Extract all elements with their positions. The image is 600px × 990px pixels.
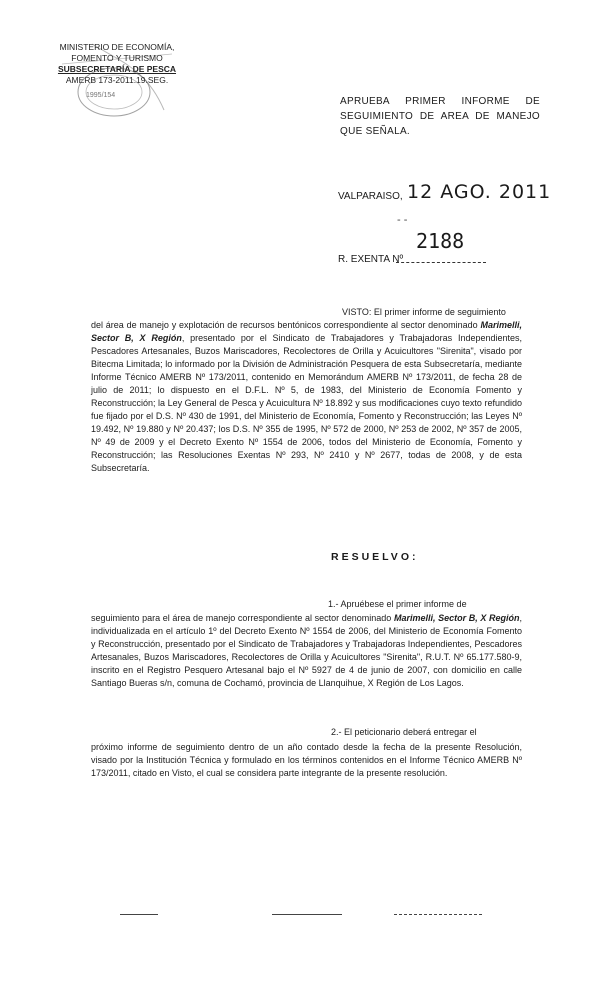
visto-paragraph bbox=[91, 319, 522, 475]
visto-text-a: del área de manejo y explotación de recursos bentónicos correspondiente al sector denominado bbox=[91, 320, 481, 330]
point1-sector: Marimelli, Sector B, X Región bbox=[393, 613, 520, 623]
signature-line-right bbox=[394, 914, 482, 915]
resolution-number: 2188 bbox=[416, 229, 465, 253]
letterhead-ministry-2: FOMENTO Y TURISMO bbox=[71, 53, 163, 63]
visto-first-line: VISTO: El primer informe de seguimiento bbox=[342, 307, 506, 317]
letterhead-subsecretaria: SUBSECRETARÍA DE PESCA bbox=[57, 64, 177, 74]
resolution-label: R. EXENTA Nº bbox=[338, 254, 404, 265]
visto-text-b: , presentado por el Sindicato de Trabajadores y Trabajadoras Independientes, Pescadores Artesanales, Buzos Mariscadores, Recolectores de Orilla y Acuicultores "Sirenita", visado por Bitecma Limitada; lo informado por la División de Administración Pesquera de esta Subsecretaría, mediante Informe Técnico AMERB Nº 173/2011, contenido en Memorándum AMERB Nº 173/2011, de fecha 28 de julio de 2011; lo dispuesto en el D.F.L. Nº 5, de 1983, del Ministerio de Economía Fomento y Reconstrucción; la Ley General de Pesca y Acuicultura Nº 18.892 y sus modificaciones cuyo texto refundido fue fijado por el D.S. Nº 430 de 1991, del Ministerio de Economía, Fomento y Reconstrucción; las Leyes Nº 19.492, Nº 19.880 y Nº 20.437; los D.S. Nº 355 de 1995, Nº 572 de 2000, Nº 253 de 2002, Nº 357 de 2005, Nº 49 de 2009 y el Decreto Exento Nº 1554 de 2006, todos del Ministerio de Economía, Fomento y Reconstrucción; las Resoluciones Exentas Nº 293, Nº 2410 y Nº 2677, todas de 2008, y de esta Subsecretaría. bbox=[91, 333, 522, 473]
point2-first-line: 2.- El peticionario deberá entregar el bbox=[331, 727, 477, 737]
signature-line-center bbox=[272, 914, 342, 915]
point1-text-b: , individualizada en el artículo 1º del Decreto Exento Nº 1554 de 2006, del Ministerio de Economía Fomento y Reconstrucción, presentado por el Sindicato de Trabajadores y Trabajadoras Independientes, Pescadores Artesanales, Buzos Mariscadores, Recolectores de Orilla y Acuicultores "Sirenita", R.U.T. Nº 65.177.580-9, inscrito en el Registro Pesquero Artesanal bajo el Nº 5927 de 4 de junio de 2007, con domicilio en calle Santiago Bueras s/n, comuna de Cochamó, provincia de Llanquihue, X Región de Los Lagos. bbox=[91, 613, 522, 688]
document-title: APRUEBA PRIMER INFORME DE SEGUIMIENTO DE AREA DE MANEJO QUE SEÑALA. bbox=[340, 96, 540, 137]
resuelvo-heading: RESUELVO: bbox=[331, 551, 419, 563]
visto-sector: Marimelli, Sector B, X Región bbox=[91, 320, 522, 343]
letterhead-ministry: MINISTERIO DE ECONOMÍA, bbox=[59, 42, 175, 52]
letterhead-reference: AMERB 173-2011.19.SEG. bbox=[65, 75, 169, 85]
date-stamp: 12 AGO. 2011 bbox=[407, 181, 552, 203]
stamp-text: 1995/154 bbox=[86, 92, 116, 99]
signature-line-left bbox=[120, 914, 158, 915]
point1-paragraph bbox=[91, 612, 522, 690]
place: VALPARAISO, bbox=[338, 191, 403, 202]
resolution-dash: - - bbox=[397, 214, 408, 226]
resolution-number-line bbox=[396, 262, 486, 263]
point2-paragraph: próximo informe de seguimiento dentro de un año contado desde la fecha de la presente Resolución, visado por la Institución Técnica y formulado en los términos contenidos en el Informe Técnico AMERB Nº 173/2011, citado en Visto, el cual se considera parte integrante de la presente resolución. bbox=[91, 742, 522, 778]
point1-first-line: 1.- Apruébese el primer informe de bbox=[328, 599, 467, 609]
official-stamp bbox=[52, 40, 180, 120]
point1-text-a: seguimiento para el área de manejo correspondiente al sector denominado bbox=[91, 613, 394, 623]
